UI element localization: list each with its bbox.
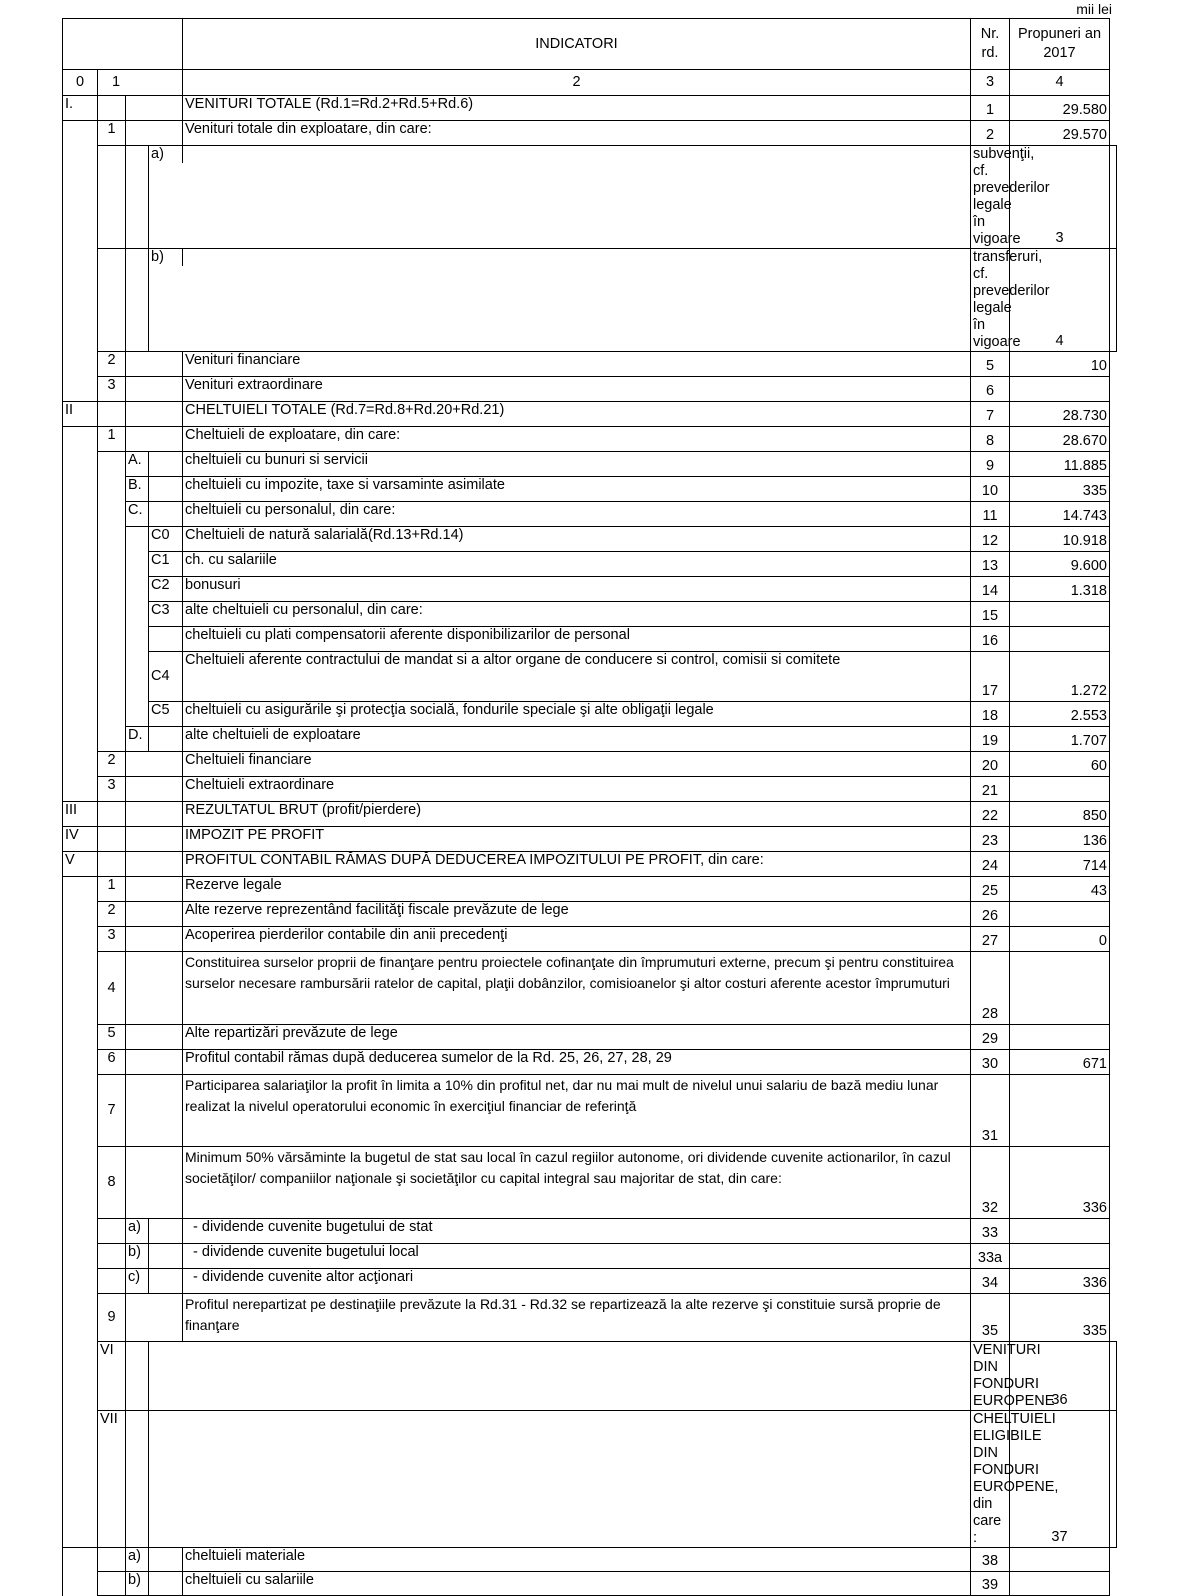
table-row [63, 527, 1117, 552]
table-row [63, 146, 1117, 249]
table-row [63, 577, 1117, 602]
table-row [63, 552, 1117, 577]
row-value [1010, 1025, 1110, 1050]
table-row [63, 727, 1117, 752]
row-nr: 28 [971, 952, 1010, 1025]
row-value: 10.918 [1010, 527, 1110, 552]
row-label: Alte rezerve reprezentând facilităţi fiscale prevăzute de lege [183, 902, 971, 927]
row-value: 9.600 [1010, 552, 1110, 577]
sub-letter: B. [126, 477, 149, 502]
row-value: 2.553 [1010, 702, 1110, 727]
item-number: 1 [98, 877, 126, 902]
row-label: Cheltuieli de exploatare, din care: [183, 427, 971, 452]
item-number: 3 [98, 777, 126, 802]
col-index-2: 2 [183, 70, 971, 96]
table-row [63, 1572, 1117, 1596]
row-nr: 33 [971, 1219, 1010, 1244]
row-value [1110, 1342, 1117, 1411]
row-nr: 23 [971, 827, 1010, 852]
row-value: 336 [1010, 1269, 1110, 1294]
sub-letter: A. [126, 452, 149, 477]
row-label: cheltuieli cu salariile [183, 1572, 971, 1596]
table-row [63, 1294, 1117, 1342]
table-row [63, 452, 1117, 477]
row-label: Cheltuieli de natură salarială(Rd.13+Rd.14) [183, 527, 971, 552]
unit-label: mii lei [1076, 1, 1112, 17]
col-index-1: 1 [98, 70, 183, 96]
row-value: 714 [1010, 852, 1110, 877]
item-number: 9 [98, 1294, 126, 1342]
row-nr: 10 [971, 477, 1010, 502]
row-label: Acoperirea pierderilor contabile din anii precedenţi [183, 927, 971, 952]
section-number: III [63, 802, 98, 827]
table-row [63, 1269, 1117, 1294]
row-label: CHELTUIELI TOTALE (Rd.7=Rd.8+Rd.20+Rd.21) [183, 402, 971, 427]
item-number: 2 [98, 352, 126, 377]
row-nr: 24 [971, 852, 1010, 877]
row-value [1010, 602, 1110, 627]
table-row [63, 1411, 1117, 1548]
row-label: Profitul nerepartizat pe destinaţiile prevăzute la Rd.31 - Rd.32 se repartizează la alte rezerve şi constituie sursă proprie de finanţare [183, 1294, 971, 1342]
row-label: - dividende cuvenite bugetului de stat [183, 1219, 971, 1244]
table-row [63, 952, 1117, 1025]
sub-code: C3 [149, 602, 183, 627]
table-row [63, 652, 1117, 702]
table-row [63, 96, 1117, 121]
row-nr: 8 [971, 427, 1010, 452]
row-value: 60 [1010, 752, 1110, 777]
row-value [1010, 1219, 1110, 1244]
col-index-3: 3 [971, 70, 1010, 96]
column-index-row [63, 70, 1117, 96]
row-label: Cheltuieli extraordinare [183, 777, 971, 802]
row-label: PROFITUL CONTABIL RĂMAS DUPĂ DEDUCEREA IMPOZITULUI PE PROFIT, din care: [183, 852, 971, 877]
row-value: 1.272 [1010, 652, 1110, 702]
row-value [1010, 1075, 1110, 1147]
row-label: cheltuieli cu impozite, taxe si varsaminte asimilate [183, 477, 971, 502]
row-nr: 18 [971, 702, 1010, 727]
row-value: 14.743 [1010, 502, 1110, 527]
sub-code: C4 [149, 652, 183, 702]
row-label: CHELTUIELI ELIGIBILE DIN FONDURI EUROPENE, din care : [971, 1411, 1010, 1548]
table-row [63, 702, 1117, 727]
row-nr: 39 [971, 1572, 1010, 1596]
row-value: 11.885 [1010, 452, 1110, 477]
row-nr: 22 [971, 802, 1010, 827]
row-label: cheltuieli cu personalul, din care: [183, 502, 971, 527]
row-label: Minimum 50% vărsăminte la bugetul de stat sau local în cazul regiilor autonome, ori dividende cuvenite actionarilor, în cazul societăţilor/ companiilor naţionale şi societăţilor cu capital integral sau majoritar de stat, din care: [183, 1147, 971, 1219]
sub-letter: b) [126, 1572, 149, 1596]
sub-letter: b) [149, 249, 183, 266]
row-nr: 16 [971, 627, 1010, 652]
table-row [63, 121, 1117, 146]
row-label: REZULTATUL BRUT (profit/pierdere) [183, 802, 971, 827]
sub-code [149, 627, 183, 652]
row-label: ch. cu salariile [183, 552, 971, 577]
section-number: I. [63, 96, 98, 121]
row-label: subvenţii, cf. prevederilor legale în vigoare [971, 146, 1010, 249]
table-row [63, 427, 1117, 452]
row-nr: 13 [971, 552, 1010, 577]
row-label: - dividende cuvenite altor acţionari [183, 1269, 971, 1294]
section-number: IV [63, 827, 98, 852]
col-index-0: 0 [63, 70, 98, 96]
row-nr: 36 [1010, 1342, 1110, 1411]
sub-code: C0 [149, 527, 183, 552]
table-row [63, 352, 1117, 377]
sub-letter: C. [126, 502, 149, 527]
row-value [1010, 952, 1110, 1025]
sub-letter: a) [149, 146, 183, 163]
section-number: II [63, 402, 98, 427]
row-nr: 37 [1010, 1411, 1110, 1548]
row-value: 336 [1010, 1147, 1110, 1219]
row-value: 28.670 [1010, 427, 1110, 452]
table-row [63, 827, 1117, 852]
row-label: Constituirea surselor proprii de finanţare pentru proiectele cofinanţate din împrumuturi externe, precum şi pentru constituirea surselor necesare rambursării ratelor de capital, plaţii dobânzilor, comisioanelor şi altor costuri aferente acestor împrumuturi [183, 952, 971, 1025]
row-label: bonusuri [183, 577, 971, 602]
row-value: 10 [1010, 352, 1110, 377]
row-nr: 9 [971, 452, 1010, 477]
row-nr: 32 [971, 1147, 1010, 1219]
row-value: 335 [1010, 477, 1110, 502]
row-nr: 6 [971, 377, 1010, 402]
table-row [63, 502, 1117, 527]
row-label: cheltuieli cu plati compensatorii aferente disponibilizarilor de personal [183, 627, 971, 652]
row-nr: 14 [971, 577, 1010, 602]
table-row [63, 1548, 1117, 1572]
row-nr: 5 [971, 352, 1010, 377]
row-value [1010, 1548, 1110, 1572]
row-nr: 33a [971, 1244, 1010, 1269]
row-nr: 11 [971, 502, 1010, 527]
row-value [1110, 1411, 1117, 1548]
row-nr: 29 [971, 1025, 1010, 1050]
table-row [63, 477, 1117, 502]
row-nr: 31 [971, 1075, 1010, 1147]
row-value: 29.570 [1010, 121, 1110, 146]
row-nr: 2 [971, 121, 1010, 146]
item-number: 1 [98, 427, 126, 452]
table-row [63, 802, 1117, 827]
table-row [63, 1147, 1117, 1219]
row-value: 335 [1010, 1294, 1110, 1342]
table-row [63, 627, 1117, 652]
row-label: VENITURI TOTALE (Rd.1=Rd.2+Rd.5+Rd.6) [183, 96, 971, 121]
row-value: 1.318 [1010, 577, 1110, 602]
row-nr: 25 [971, 877, 1010, 902]
row-label: Cheltuieli financiare [183, 752, 971, 777]
table-row [63, 902, 1117, 927]
budget-table [62, 18, 1117, 1596]
table-row [63, 249, 1117, 352]
header-propuneri: Propuneri an 2017 [1010, 19, 1110, 70]
table-row [63, 1219, 1117, 1244]
sub-letter: b) [126, 1244, 149, 1269]
item-number: 6 [98, 1050, 126, 1075]
row-nr: 20 [971, 752, 1010, 777]
sub-letter: a) [126, 1548, 149, 1572]
table-row [63, 377, 1117, 402]
item-number: 1 [98, 121, 126, 146]
row-label: Profitul contabil rămas după deducerea sumelor de la Rd. 25, 26, 27, 28, 29 [183, 1050, 971, 1075]
row-value: 43 [1010, 877, 1110, 902]
row-nr: 38 [971, 1548, 1010, 1572]
table-row [63, 402, 1117, 427]
header-row [63, 19, 1117, 70]
row-label: Rezerve legale [183, 877, 971, 902]
row-label: alte cheltuieli de exploatare [183, 727, 971, 752]
row-nr: 34 [971, 1269, 1010, 1294]
header-indicatori: INDICATORI [183, 19, 971, 70]
row-value: 0 [1010, 927, 1110, 952]
row-label: cheltuieli cu bunuri si servicii [183, 452, 971, 477]
table-row [63, 927, 1117, 952]
table-row [63, 752, 1117, 777]
row-label: Participarea salariaţilor la profit în limita a 10% din profitul net, dar nu mai mult de nivelul unui salariu de bază mediu lunar realizat la nivelul operatorului economic în exerciţiul financiar de referinţă [183, 1075, 971, 1147]
row-label: Alte repartizări prevăzute de lege [183, 1025, 971, 1050]
col-index-4: 4 [1010, 70, 1110, 96]
row-value: 1.707 [1010, 727, 1110, 752]
sub-code: C2 [149, 577, 183, 602]
row-nr: 15 [971, 602, 1010, 627]
row-label: cheltuieli materiale [183, 1548, 971, 1572]
row-label: cheltuieli cu asigurările şi protecţia socială, fondurile speciale şi alte obligaţii legale [183, 702, 971, 727]
row-value [1110, 249, 1117, 352]
table-row [63, 777, 1117, 802]
row-value [1010, 377, 1110, 402]
row-label: Venituri totale din exploatare, din care: [183, 121, 971, 146]
item-number: 3 [98, 927, 126, 952]
sub-code: C1 [149, 552, 183, 577]
row-label: alte cheltuieli cu personalul, din care: [183, 602, 971, 627]
section-number: VI [98, 1342, 126, 1411]
sub-letter: a) [126, 1219, 149, 1244]
table-row [63, 877, 1117, 902]
item-number: 8 [98, 1147, 126, 1219]
row-nr: 3 [1010, 146, 1110, 249]
row-value [1010, 777, 1110, 802]
row-label: - dividende cuvenite bugetului local [183, 1244, 971, 1269]
sub-letter: c) [126, 1269, 149, 1294]
row-nr: 30 [971, 1050, 1010, 1075]
item-number: 7 [98, 1075, 126, 1147]
item-number: 2 [98, 902, 126, 927]
row-value [1010, 1244, 1110, 1269]
item-number: 3 [98, 377, 126, 402]
row-label: transferuri, cf. prevederilor legale în vigoare [971, 249, 1010, 352]
sub-code: C5 [149, 702, 183, 727]
row-value: 28.730 [1010, 402, 1110, 427]
row-value [1110, 146, 1117, 249]
row-label: Venituri extraordinare [183, 377, 971, 402]
row-value: 29.580 [1010, 96, 1110, 121]
table-row [63, 1025, 1117, 1050]
item-number: 5 [98, 1025, 126, 1050]
item-number: 2 [98, 752, 126, 777]
row-value [1010, 1572, 1110, 1596]
row-nr: 35 [971, 1294, 1010, 1342]
row-nr: 19 [971, 727, 1010, 752]
row-nr: 21 [971, 777, 1010, 802]
table-row [63, 1244, 1117, 1269]
row-value: 671 [1010, 1050, 1110, 1075]
row-value [1010, 902, 1110, 927]
item-number: 4 [98, 952, 126, 1025]
table-row [63, 1075, 1117, 1147]
row-value [1010, 627, 1110, 652]
row-nr: 27 [971, 927, 1010, 952]
row-nr: 17 [971, 652, 1010, 702]
header-nr: Nr. rd. [971, 19, 1010, 70]
row-label: IMPOZIT PE PROFIT [183, 827, 971, 852]
sub-letter: D. [126, 727, 149, 752]
table-row [63, 1050, 1117, 1075]
table-row [63, 1342, 1117, 1411]
row-label: VENITURI DIN FONDURI EUROPENE [971, 1342, 1010, 1411]
section-number: VII [98, 1411, 126, 1548]
row-nr: 26 [971, 902, 1010, 927]
table-row [63, 602, 1117, 627]
row-nr: 4 [1010, 249, 1110, 352]
row-nr: 1 [971, 96, 1010, 121]
row-label: Venituri financiare [183, 352, 971, 377]
row-value: 850 [1010, 802, 1110, 827]
section-number: V [63, 852, 98, 877]
row-nr: 7 [971, 402, 1010, 427]
table-row [63, 852, 1117, 877]
row-nr: 12 [971, 527, 1010, 552]
row-value: 136 [1010, 827, 1110, 852]
row-label: Cheltuieli aferente contractului de mandat si a altor organe de conducere si control, comisii si comitete [183, 652, 971, 702]
